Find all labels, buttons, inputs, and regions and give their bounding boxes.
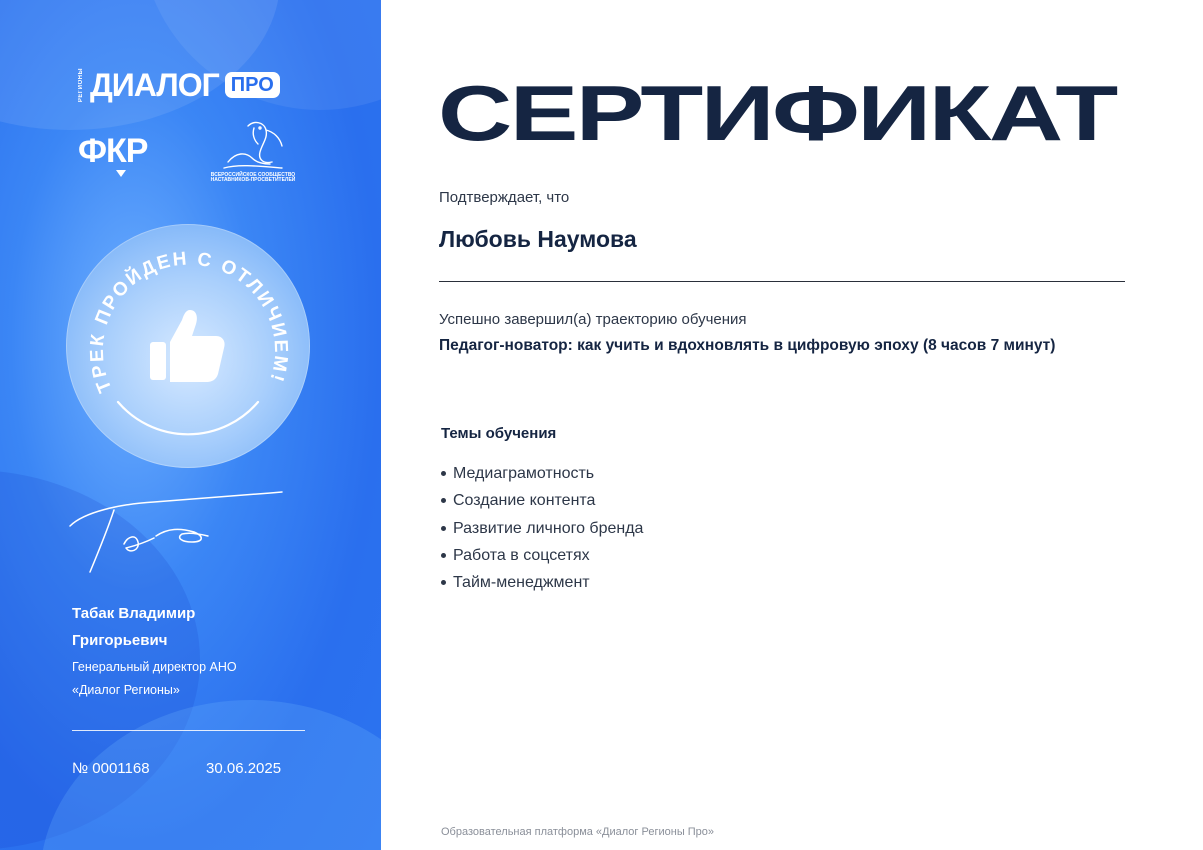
topic-label: Создание контента (453, 492, 596, 510)
recipient-name: Любовь Наумова (439, 226, 637, 252)
signature-icon (64, 488, 286, 578)
dialog-logo-small-text: РЕГИОНЫ (78, 68, 84, 103)
topic-label: Развитие личного бренда (453, 519, 644, 537)
bullet-icon (441, 471, 446, 476)
topic-label: Работа в соцсетях (453, 546, 590, 564)
certificate-title: СЕРТИФИКАТ (438, 69, 1116, 157)
mentors-community-caption-1: ВСЕРОССИЙСКОЕ СООБЩЕСТВО (210, 172, 296, 178)
dialog-logo-text: ДИАЛОГ (90, 67, 219, 104)
fkr-logo-text: ФКР (78, 132, 148, 170)
badge-underline-arc (118, 402, 258, 434)
distinction-badge (66, 224, 310, 468)
fkr-logo (78, 134, 147, 168)
signer-role-line1: Генеральный директор АНО (72, 660, 237, 674)
footer-platform: Образовательная платформа «Диалог Регионы Про» (441, 826, 715, 838)
completed-label: Успешно завершил(а) траекторию обучения (439, 311, 747, 328)
bullet-icon (441, 553, 446, 558)
list-item (441, 542, 643, 569)
dialog-logo-pro: ПРО (225, 72, 280, 98)
list-item (441, 487, 643, 514)
badge-text-path: ТРЕК ПРОЙДЕН С ОТЛИЧИЕМ! (86, 248, 292, 396)
divider (72, 730, 305, 731)
signer-name-line1: Табак Владимир (72, 605, 196, 622)
mentors-community-logo (205, 118, 301, 184)
mentors-community-caption-2: НАСТАВНИКОВ-ПРОСВЕТИТЕЛЕЙ (210, 177, 296, 183)
list-item (441, 569, 643, 596)
divider (439, 281, 1125, 282)
thumbs-up-icon (150, 310, 225, 382)
certificate-date: 30.06.2025 (206, 760, 282, 777)
topics-list (441, 460, 643, 596)
list-item (441, 515, 643, 542)
pelican-icon (218, 118, 288, 174)
certificate-number: № 0001168 (72, 760, 150, 777)
topics-heading: Темы обучения (441, 425, 557, 442)
signer-role-line2: «Диалог Регионы» (72, 683, 180, 697)
distinction-badge-graphic (66, 224, 310, 468)
bullet-icon (441, 498, 446, 503)
topic-label: Тайм-менеджмент (453, 574, 590, 592)
signer-role (72, 656, 312, 702)
list-item (441, 460, 643, 487)
bullet-icon (441, 526, 446, 531)
bullet-icon (441, 580, 446, 585)
course-title: Педагог-новатор: как учить и вдохновлять в цифровую эпоху (8 часов 7 минут) (439, 337, 1056, 354)
fkr-logo-tick (116, 170, 126, 177)
signer-name (72, 600, 292, 654)
confirms-label: Подтверждает, что (439, 189, 570, 206)
signer-name-line2: Григорьевич (72, 632, 168, 649)
dialog-pro-logo (78, 68, 280, 102)
certificate-side-panel (0, 0, 381, 850)
topic-label: Медиаграмотность (453, 465, 595, 482)
